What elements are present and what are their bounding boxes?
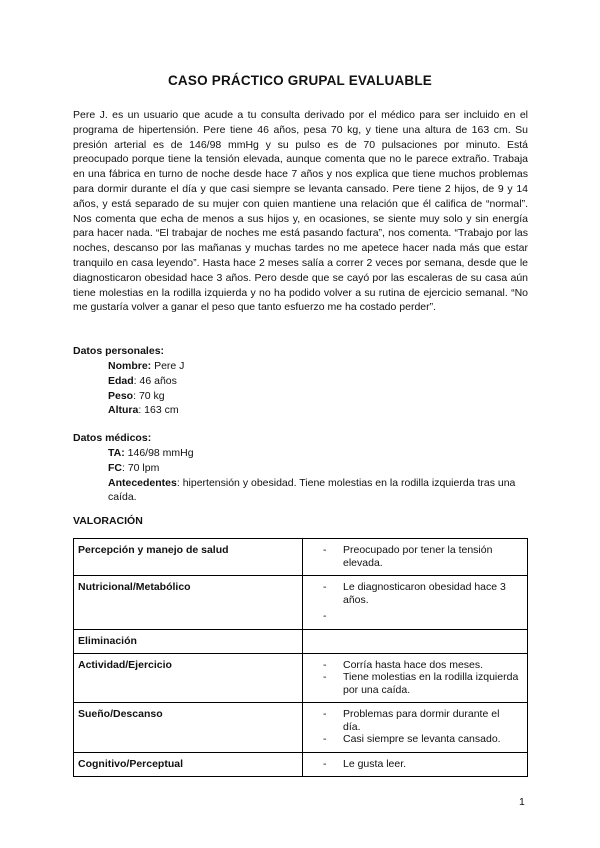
list-item: [323, 610, 519, 623]
field-fc: [108, 461, 528, 476]
category-cell: Nutricional/Metabólico: [74, 576, 303, 630]
field-value: : 70 kg: [133, 389, 165, 402]
list-item: [323, 758, 519, 771]
medical-data-heading: Datos médicos:: [73, 432, 152, 444]
list-item: [323, 581, 519, 606]
field-label: TA:: [108, 447, 125, 459]
field-ta: [108, 446, 528, 461]
item-text: Casi siempre se levanta cansado.: [343, 733, 501, 745]
dash-marker: -: [323, 658, 327, 671]
case-description: Pere J. es un usuario que acude a tu consulta derivado por el médico para ser incluido en el programa de hipertensión. Pere tiene 46 años, pesa 70 kg, y tiene una altura de 163 cm. Su presión arterial es de 146/98 mmHg y su pulso es de 70 pulsaciones por minuto. Está preocupado porque tiene la tensión elevada, aunque comenta que no le parece extraño. Trabaja en una fábrica en turno de noche desde hace 7 años y nos explica que tiene muchos problemas para dormir durante el día y que casi siempre se levanta cansado. Pere tiene 2 hijos, de 9 y 14 años, y está separado de su mujer con quien mantiene una relación que él califica de “normal”. Nos comenta que echa de menos a sus hijos y, en ocasiones, se siente muy solo y sin energía para hacer nada. “El trabajar de noches me está pasando factura”, nos comenta. “Trabajo por las noches, descanso por las mañanas y muchas tardes no me apetece hacer nada más que estar tranquilo en casa leyendo”. Hasta hace 2 meses salía a correr 2 veces por semana, desde que le diagnosticaron obesidad hace 3 años. Pero desde que se cayó por las escaleras de su casa aún tiene molestias en la rodilla izquierda y no ha podido volver a su rutina de ejercicio semanal. “No me gustaría volver a ganar el peso que tanto esfuerzo me ha costado perder”.: [73, 109, 528, 314]
field-label: Peso: [108, 389, 134, 402]
field-label: Antecedentes: [108, 476, 177, 489]
valoracion-heading: VALORACIÓN: [73, 515, 143, 527]
findings-cell: [303, 653, 528, 703]
list-item: [323, 733, 519, 746]
field-edad: [108, 374, 528, 389]
dash-marker: -: [323, 757, 327, 770]
table-row: [74, 629, 528, 653]
item-text: Preocupado por tener la tensión elevada.: [343, 544, 493, 569]
field-value: : 163 cm: [138, 404, 179, 417]
field-antecedentes: [108, 476, 528, 506]
item-text: [343, 610, 519, 623]
table-row: [74, 703, 528, 753]
item-text: Corría hasta hace dos meses.: [343, 658, 484, 671]
field-value: : 70 lpm: [122, 461, 160, 474]
personal-data-heading: Datos personales:: [73, 345, 165, 357]
medical-data-fields: [108, 446, 528, 505]
document-title: CASO PRÁCTICO GRUPAL EVALUABLE: [167, 73, 432, 88]
category-cell: Percepción y manejo de salud: [74, 539, 303, 576]
findings-cell: [303, 539, 528, 576]
valoracion-table: [73, 538, 528, 777]
dash-marker: -: [323, 610, 327, 622]
dash-marker: -: [323, 708, 327, 720]
page-number: 1: [519, 796, 525, 808]
dash-marker: -: [323, 733, 327, 745]
findings-cell: [303, 752, 528, 777]
field-value: 146/98 mmHg: [124, 447, 194, 459]
category-cell: Cognitivo/Perceptual: [74, 752, 303, 777]
field-nombre: [108, 359, 528, 374]
item-text: Le gusta leer.: [343, 757, 407, 770]
table-row: [74, 653, 528, 703]
field-value: : hipertensión y obesidad. Tiene molestias en la rodilla izquierda tras una caída.: [108, 476, 516, 504]
field-label: Nombre:: [108, 360, 152, 372]
field-label: Edad: [108, 374, 134, 387]
field-label: FC: [108, 461, 122, 474]
field-value: : 46 años: [133, 374, 177, 387]
dash-marker: -: [323, 581, 327, 593]
field-altura: [108, 403, 528, 418]
item-text: Problemas para dormir durante el día.: [343, 708, 500, 733]
list-item: [323, 659, 519, 672]
field-label: Altura: [108, 404, 139, 417]
table-row: [74, 752, 528, 777]
findings-cell: [303, 576, 528, 630]
table-row: [74, 539, 528, 576]
list-item: [323, 671, 519, 696]
category-cell: Sueño/Descanso: [74, 703, 303, 753]
item-text: Le diagnosticaron obesidad hace 3 años.: [343, 581, 506, 606]
personal-data-fields: [108, 359, 528, 418]
dash-marker: -: [323, 544, 327, 556]
list-item: [323, 544, 519, 569]
item-text: Tiene molestias en la rodilla izquierda por una caída.: [343, 671, 519, 696]
findings-cell: [303, 703, 528, 753]
field-value: Pere J: [151, 360, 185, 372]
category-cell: Actividad/Ejercicio: [74, 653, 303, 703]
findings-cell: [303, 629, 528, 653]
table-row: [74, 576, 528, 630]
dash-marker: -: [323, 671, 327, 683]
category-cell: Eliminación: [74, 629, 303, 653]
field-peso: [108, 389, 528, 404]
list-item: [323, 708, 519, 733]
